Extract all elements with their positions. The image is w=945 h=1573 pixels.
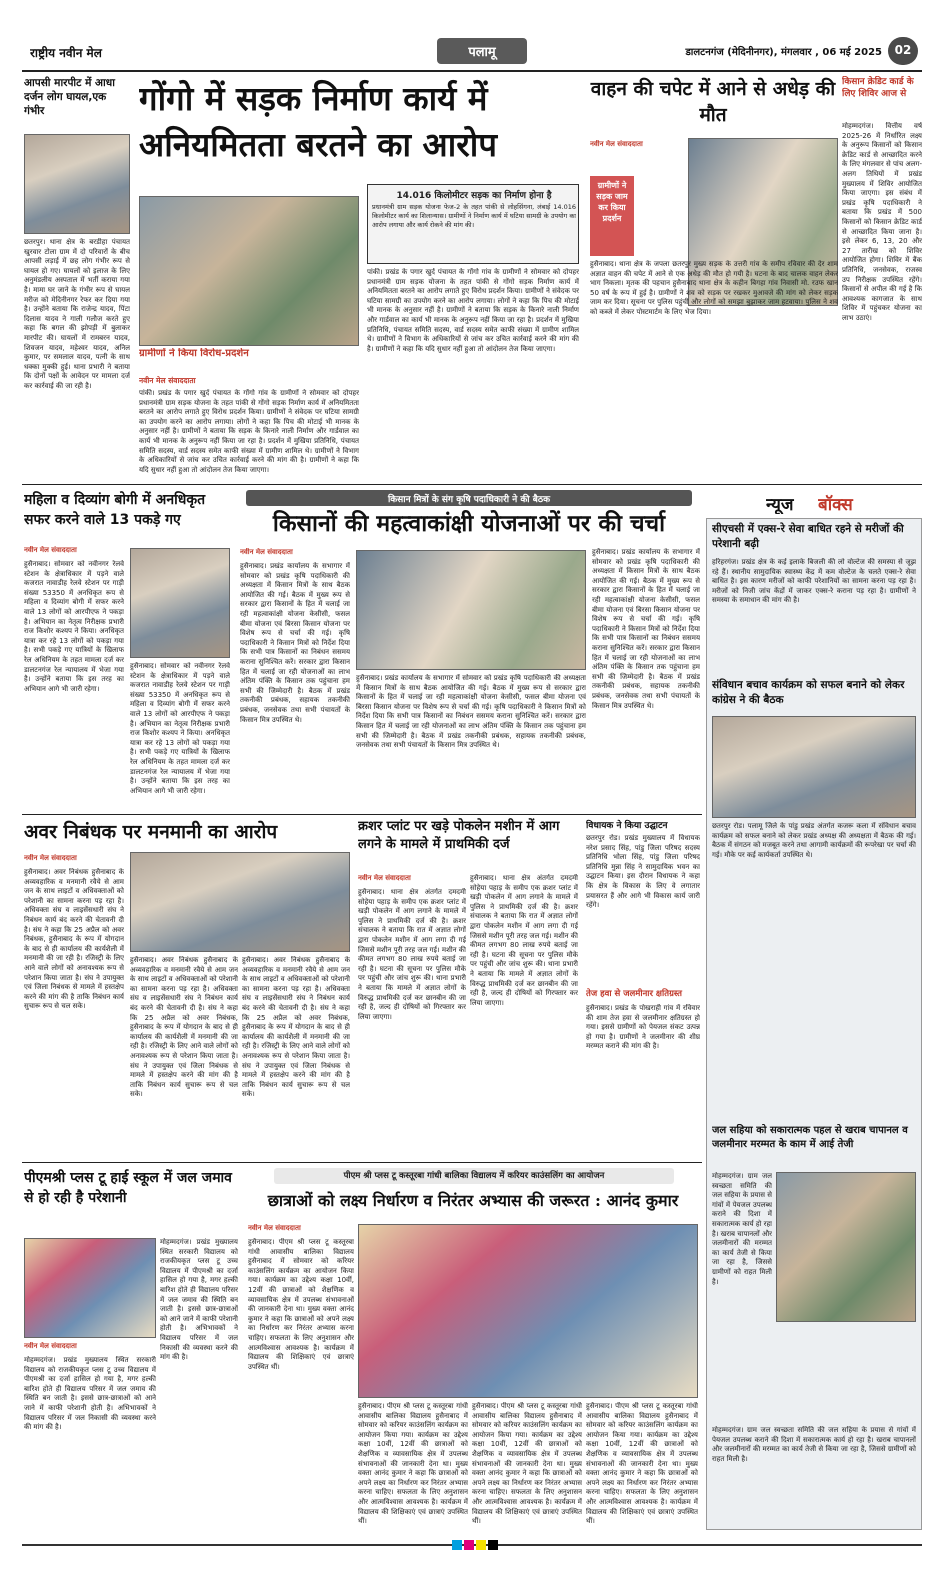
registration-swatch-yellow — [476, 1540, 486, 1550]
accident-story — [588, 76, 838, 480]
kisan-headline: किसान क्रेडिट कार्ड के लिए शिविर आज से — [842, 77, 914, 99]
school-story — [22, 1168, 240, 1530]
school-byline: नवीन मेल संवाददाता — [24, 1342, 77, 1350]
career-kicker-banner — [274, 1168, 674, 1184]
registrar-body-3: हुसैनाबाद। अवर निबंधक हुसैनाबाद के अव्यवहारिक व मनमानी रवैये से आम जन के साथ लाइटों व अधिवक्ताओं को परेशानी का सामना करना पड़ रहा है। अधिवक्ता संघ व लाइसेंसधारी संघ ने निबंधन कार्य बंद करने की चेतावनी दी है। संघ ने कहा कि 25 अप्रैल को अवर निबंधक, हुसैनाबाद के रूप में योगदान के बाद से ही कार्यालय की कार्यशैली में मनमानी की जा रही है। रजिस्ट्री के लिए आने वाले लोगों को अनावश्यक रूप से परेशान किया जाता है। संघ ने उपायुक्त एवं जिला निबंधक से मामले में हस्तक्षेप करने की मांग की है ताकि निबंधन कार्य सुचारू रूप से चल सके। — [242, 956, 350, 1099]
mla-story — [584, 818, 702, 1158]
col1-body: छतरपुर। थाना क्षेत्र के बरडीहा पंचायत खुरवार टोला ग्राम में दो परिवारों के बीच आपसी लड़ाई में छह लोग गंभीर रूप से घायल हो गए। घायलों को इलाज के लिए अनुमंडलीय अस्पताल में भर्ती कराया गया है। मामा घर जाने के गंभीर रूप से घायल मरीज को मेदिनीनगर रेफर कर दिया गया है। उन्होंने बताया कि राजेन्द्र यादव, पिंटा दिलास यादव ने गाली गलौज करते हुए कहा कि बगल की झोपड़ी में बुलाकर मारपीट की। घायलों में रामबरन यादव, शिवजन यादव, महेश्वर यादव, अनिल कुमार, पर समलाल यादव, पत्नी के साथ धक्का मुक्की हुई। थाना प्रभारी ने बताया कि दोनों पक्षों के आवेदन पर मामला दर्ज कर कार्रवाई की जा रही है। — [24, 238, 130, 390]
masthead — [22, 34, 922, 68]
agri-photo — [356, 550, 586, 670]
career-body: हुसैनाबाद। पीएम श्री प्लस टू कस्तूरबा गांधी आवासीय बालिका विद्यालय हुसैनाबाद में सोमवार को करियर काउंसलिंग कार्यक्रम का आयोजन किया गया। कार्यक्रम का उद्देश्य कक्षा 10वीं, 12वीं की छात्राओं को शैक्षणिक व व्यावसायिक क्षेत्र में उपलब्ध संभावनाओं की जानकारी देना था। मुख्य वक्ता आनंद कुमार ने कहा कि छात्राओं को अपने लक्ष्य का निर्धारण कर निरंतर अभ्यास करना चाहिए। सफलता के लिए अनुशासन और आत्मविश्वास आवश्यक है। कार्यक्रम में विद्यालय की शिक्षिकाएं एवं छात्राएं उपस्थित थीं। — [248, 1238, 354, 1371]
registrar-body-2: हुसैनाबाद। अवर निबंधक हुसैनाबाद के अव्यवहारिक व मनमानी रवैये से आम जन के साथ लाइटों व अधिवक्ताओं को परेशानी का सामना करना पड़ रहा है। अधिवक्ता संघ व लाइसेंसधारी संघ ने निबंधन कार्य बंद करने की चेतावनी दी है। संघ ने कहा कि 25 अप्रैल को अवर निबंधक, हुसैनाबाद के रूप में योगदान के बाद से ही कार्यालय की कार्यशैली में मनमानी की जा रही है। रजिस्ट्री के लिए आने वाले लोगों को अनावश्यक रूप से परेशान किया जाता है। संघ ने उपायुक्त एवं जिला निबंधक से मामले में हस्तक्षेप करने की मांग की है ताकि निबंधन कार्य सुचारू रूप से चल सके। — [130, 956, 238, 1099]
agri-kicker: किसान मित्रों के संग कृषि पदाधिकारी ने की बैठक — [387, 495, 551, 505]
news-story2-body: छतरपुर रोड। पलामू जिले के पांडु प्रखंड अंतर्गत कजरू कला में संविधान बचाव कार्यक्रम को सफल बनाने को लेकर प्रखंड अध्यक्ष की अध्यक्षता में बैठक की गई। बैठक में संगठन को मजबूत करने तथा आगामी कार्यक्रमों की रूपरेखा पर चर्चा की गई। मौके पर कई कार्यकर्ता उपस्थित थे। — [712, 822, 916, 859]
masthead-divider — [22, 70, 922, 72]
career-byline: नवीन मेल संवाददाता — [248, 1224, 301, 1232]
crusher-body: हुसैनाबाद। थाना क्षेत्र अंतर्गत दमदमी सोहेया पहाड़ के समीप एक क्रशर प्लांट में खड़ी पोकलेन में आग लगाने के मामले में पुलिस ने प्राथमिकी दर्ज की है। क्रशर संचालक ने बताया कि रात में अज्ञात लोगों द्वारा पोकलेन मशीन में आग लगा दी गई जिससे मशीन पूरी तरह जल गई। मशीन की कीमत लगभग 80 लाख रुपये बताई जा रही है। घटना की सूचना पर पुलिस मौके पर पहुंची और जांच शुरू की। थाना प्रभारी ने बताया कि मामले में अज्ञात लोगों के विरुद्ध प्राथमिकी दर्ज कर छानबीन की जा रही है, जल्द ही दोषियों को गिरफ्तार कर लिया जाएगा। — [358, 888, 466, 1021]
news-story3-body-2: मोहम्मदगंज। ग्राम जल स्वच्छता समिति की जल सहिया के प्रयास से गांवों में पेयजल उपलब्ध कराने की दिशा में सकारात्मक कार्य हो रहा है। खराब चापानलों और जलमीनारों की मरम्मत का कार्य तेजी से किया जा रहा है, जिससे ग्रामीणों को राहत मिली है। — [712, 1426, 916, 1463]
accident-highlight-text: ग्रामीणों ने सड़क जाम कर किया प्रदर्शन — [596, 181, 628, 223]
registration-swatch-cyan — [452, 1540, 462, 1550]
agri-byline: नवीन मेल संवाददाता — [240, 548, 293, 556]
dateline: डालटनगंज (मेदिनीनगर), मंगलवार , 06 मई 2025 — [685, 47, 882, 58]
col1-story — [22, 76, 132, 476]
rail-headline: महिला व दिव्यांग बोगी में अनधिकृत सफर करने वाले 13 पकड़े गए — [24, 492, 206, 528]
paper-name: राष्ट्रीय नवीन मेल — [30, 46, 102, 60]
career-body-4: हुसैनाबाद। पीएम श्री प्लस टू कस्तूरबा गांधी आवासीय बालिका विद्यालय हुसैनाबाद में सोमवार को करियर काउंसलिंग कार्यक्रम का आयोजन किया गया। कार्यक्रम का उद्देश्य कक्षा 10वीं, 12वीं की छात्राओं को शैक्षणिक व व्यावसायिक क्षेत्र में उपलब्ध संभावनाओं की जानकारी देना था। मुख्य वक्ता आनंद कुमार ने कहा कि छात्राओं को अपने लक्ष्य का निर्धारण कर निरंतर अभ्यास करना चाहिए। सफलता के लिए अनुशासन और आत्मविश्वास आवश्यक है। कार्यक्रम में विद्यालय की शिक्षिकाएं एवं छात्राएं उपस्थित थीं। — [586, 1402, 698, 1526]
school-photo — [24, 1238, 156, 1338]
page-number-badge-icon — [888, 37, 918, 65]
school-body-2: मोहम्मदगंज। प्रखंड मुख्यालय स्थित सरकारी विद्यालय को राजकीयकृत प्लस टू उच्च विद्यालय में पीएमश्री का दर्जा हासिल हो गया है, मगर हल्की बारिश होते ही विद्यालय परिसर में जल जमाव की स्थिति बन जाती है। इससे छात्र-छात्राओं को आने जाने में काफी परेशानी होती है। अभिभावकों ने विद्यालय परिसर में जल निकासी की व्यवस्था करने की मांग की है। — [160, 1238, 238, 1362]
news-box-label-news: न्यूज — [766, 495, 794, 514]
lead-story — [135, 76, 583, 480]
registrar-headline: अवर निबंधक पर मनमानी का आरोप — [24, 821, 278, 843]
news-box — [706, 490, 922, 1530]
agri-headline: किसानों की महत्वाकांक्षी योजनाओं पर की चर्चा — [272, 510, 666, 537]
kisan-story — [842, 76, 922, 480]
rail-photo — [130, 548, 230, 658]
lead-body: पांकी। प्रखंड के पगार खुर्द पंचायत के गोंगो गांव के ग्रामीणों ने सोमवार को दोपहर प्रधानमंत्री ग्राम सड़क योजना के तहत पांकी से गोंगो सड़क निर्माण कार्य में अनियमितता बरतने का आरोप लगाते हुए विरोध प्रदर्शन किया। ग्रामीणों ने संवेदक पर घटिया सामग्री का उपयोग करने का आरोप लगाया। लोगों ने कहा कि पिच की मोटाई भी मानक के अनुसार नहीं है। ग्रामीणों ने बताया कि सड़क के किनारे नाली निर्माण और गार्डवाल का कार्य भी मानक के अनुरूप नहीं किया जा रहा है। प्रदर्शन में मुखिया प्रतिनिधि, पंचायत समिति सदस्य, वार्ड सदस्य समेत काफी संख्या में ग्रामीण शामिल थे। ग्रामीणों ने विभाग के अधिकारियों से जांच कर उचित कार्रवाई करने की मांग की है। ग्रामीणों ने कहा कि यदि सुधार नहीं हुआ तो आंदोलन तेज किया जाएगा। — [139, 389, 359, 474]
rail-body: हुसैनाबाद। सोमवार को नवीनगर रेलवे स्टेशन के क्षेत्राधिकार में पड़ने वाले कजरात नावाडीह रेलवे स्टेशन पर गाड़ी संख्या 53350 में अनधिकृत रूप से महिला व दिव्यांग बोगी में सफर करने वाले 13 लोगों को आरपीएफ ने पकड़ा है। अभियान का नेतृत्व निरीक्षक प्रभारी राज किशोर कश्यप ने किया। अनधिकृत यात्रा कर रहे 13 लोगों को पकड़ा गया है। सभी पकड़े गए यात्रियों के खिलाफ रेल अधिनियम के तहत मामला दर्ज कर डालटनगंज रेल न्यायालय में भेजा गया है। उन्होंने बताया कि इस तरह का अभियान आगे भी जारी रहेगा। — [24, 560, 124, 693]
section-title: पलामू — [468, 45, 496, 60]
career-photo — [358, 1224, 698, 1398]
news-story1-headline: सीएचसी में एक्स-रे सेवा बाधित रहने से मरीजों की परेशानी बढ़ी — [712, 523, 904, 550]
mla-body: छतरपुर रोड। प्रखंड मुख्यालय में विधायक नरेश प्रसाद सिंह, पांडु जिला परिषद सदस्य प्रतिनिधि भोला सिंह, पांडु जिला परिषद प्रतिनिधि मुन्ना सिंह ने सामुदायिक भवन का उद्घाटन किया। इस दौरान विधायक ने कहा कि क्षेत्र के विकास के लिए वे लगातार प्रयासरत हैं और आगे भी विकास कार्य जारी रहेंगे। — [586, 834, 700, 910]
news-story2-headline: संविधान बचाव कार्यक्रम को सफल बनाने को लेकर कांग्रेस ने की बैठक — [712, 679, 905, 706]
rail-byline: नवीन मेल संवाददाता — [24, 546, 77, 554]
news-story1-body: हरिहरगंज। प्रखंड क्षेत्र के कई इलाके बिजली की लो वोल्टेज की समस्या से जूझ रहे हैं। स्थानीय सामुदायिक स्वास्थ्य केंद्र में कम वोल्टेज के चलते एक्स-रे सेवा बाधित है। इस कारण मरीजों को काफी परेशानियों का सामना करना पड़ रहा है। मरीजों को निजी जांच केंद्रों में जाकर एक्स-रे कराना पड़ रहा है। ग्रामीणों ने समस्या के समाधान की मांग की है। — [712, 558, 916, 605]
divider-row4 — [22, 1162, 702, 1163]
lead-boxed-text: प्रधानमंत्री ग्राम सड़क योजना फेज-2 के तहत पांकी से लोहसिंगना, लंबाई 14.016 किलोमीटर कार्य का शिलान्यास। ग्रामीणों ने निर्माण कार्य में घटिया सामग्री के उपयोग का आरोप लगाया और कार्य रोकने की मांग की। — [372, 203, 576, 229]
registrar-photo — [130, 852, 350, 952]
col1-headline: आपसी मारपीट में आधा दर्जन लोग घायल,एक गंभीर — [24, 77, 115, 117]
news-box-label-box: बॉक्स — [818, 495, 853, 514]
agri-body: हुसैनाबाद। प्रखंड कार्यालय के सभागार में सोमवार को प्रखंड कृषि पदाधिकारी की अध्यक्षता में किसान मित्रों के साथ बैठक आयोजित की गई। बैठक में मुख्य रूप से सरकार द्वारा किसानों के हित में चलाई जा रही महत्वाकांक्षी योजना केसीसी, फसल बीमा योजना एवं बिरसा किसान योजना पर विशेष रूप से चर्चा की गई। कृषि पदाधिकारी ने किसान मित्रों को निर्देश दिया कि सभी पात्र किसानों का निबंधन ससमय कराना सुनिश्चित करें। सरकार द्वारा किसान हित में चलाई जा रही योजनाओं का लाभ अंतिम पंक्ति के किसान तक पहुंचाना हम सभी की जिम्मेदारी है। बैठक में प्रखंड तकनीकी प्रबंधक, सहायक तकनीकी प्रबंधक, जनसेवक तथा सभी पंचायतों के किसान मित्र उपस्थित थे। — [240, 562, 350, 724]
news-story3-body: मोहम्मदगंज। ग्राम जल स्वच्छता समिति की जल सहिया के प्रयास से गांवों में पेयजल उपलब्ध कराने की दिशा में सकारात्मक कार्य हो रहा है। खराब चापानलों और जलमीनारों की मरम्मत का कार्य तेजी से किया जा रहा है, जिससे ग्रामीणों को राहत मिली है। — [712, 1172, 772, 1286]
registrar-byline: नवीन मेल संवाददाता — [24, 854, 77, 862]
career-headline: छात्राओं को लक्ष्य निर्धारण व निरंतर अभ्यास की जरूरत : आनंद कुमार — [267, 1191, 679, 1210]
career-body-2: हुसैनाबाद। पीएम श्री प्लस टू कस्तूरबा गांधी आवासीय बालिका विद्यालय हुसैनाबाद में सोमवार को करियर काउंसलिंग कार्यक्रम का आयोजन किया गया। कार्यक्रम का उद्देश्य कक्षा 10वीं, 12वीं की छात्राओं को शैक्षणिक व व्यावसायिक क्षेत्र में उपलब्ध संभावनाओं की जानकारी देना था। मुख्य वक्ता आनंद कुमार ने कहा कि छात्राओं को अपने लक्ष्य का निर्धारण कर निरंतर अभ्यास करना चाहिए। सफलता के लिए अनुशासन और आत्मविश्वास आवश्यक है। कार्यक्रम में विद्यालय की शिक्षिकाएं एवं छात्राएं उपस्थित थीं। — [358, 1402, 468, 1526]
registrar-story — [22, 818, 352, 1158]
registration-swatch-magenta — [464, 1540, 474, 1550]
lead-caption: ग्रामीणों ने किया विरोध-प्रदर्शन — [139, 348, 249, 359]
crusher-body-2: हुसैनाबाद। थाना क्षेत्र अंतर्गत दमदमी सोहेया पहाड़ के समीप एक क्रशर प्लांट में खड़ी पोकलेन में आग लगाने के मामले में पुलिस ने प्राथमिकी दर्ज की है। क्रशर संचालक ने बताया कि रात में अज्ञात लोगों द्वारा पोकलेन मशीन में आग लगा दी गई जिससे मशीन पूरी तरह जल गई। मशीन की कीमत लगभग 80 लाख रुपये बताई जा रही है। घटना की सूचना पर पुलिस मौके पर पहुंची और जांच शुरू की। थाना प्रभारी ने बताया कि मामले में अज्ञात लोगों के विरुद्ध प्राथमिकी दर्ज कर छानबीन की जा रही है, जल्द ही दोषियों को गिरफ्तार कर लिया जाएगा। — [470, 874, 578, 1007]
registration-swatch-black — [488, 1540, 498, 1550]
color-registration-bar-icon — [22, 1538, 922, 1552]
school-headline: पीएमश्री प्लस टू हाई स्कूल में जल जमाव से हो रही है परेशानी — [24, 1170, 232, 1206]
crusher-story — [356, 818, 580, 1158]
accident-body: हुसैनाबाद। थाना क्षेत्र के जपला छतरपुर मुख्य सड़क के उत्तरी गांव के समीप रविवार की देर शाम अज्ञात वाहन की चपेट में आने से एक अधेड़ की मौत हो गयी है। घटना के बाद चालक वाहन लेकर भाग निकला। मृतक की पहचान हुसैनाबाद थाना क्षेत्र के कहीन बिगहा गांव निवासी मो. रउफ खान 50 वर्ष के रूप में हुई है। ग्रामीणों ने शव को सड़क पर रखकर मुआवजे की मांग को लेकर सड़क जाम कर दिया। सूचना पर पुलिस पहुंची और लोगों को समझा बुझाकर जाम हटवाया। पुलिस ने शव को कब्जे में लेकर पोस्टमार्टम के लिए भेज दिया। — [590, 260, 838, 316]
agri-body-2: हुसैनाबाद। प्रखंड कार्यालय के सभागार में सोमवार को प्रखंड कृषि पदाधिकारी की अध्यक्षता में किसान मित्रों के साथ बैठक आयोजित की गई। बैठक में मुख्य रूप से सरकार द्वारा किसानों के हित में चलाई जा रही महत्वाकांक्षी योजना केसीसी, फसल बीमा योजना एवं बिरसा किसान योजना पर विशेष रूप से चर्चा की गई। कृषि पदाधिकारी ने किसान मित्रों को निर्देश दिया कि सभी पात्र किसानों का निबंधन ससमय कराना सुनिश्चित करें। सरकार द्वारा किसान हित में चलाई जा रही योजनाओं का लाभ अंतिम पंक्ति के किसान तक पहुंचाना हम सभी की जिम्मेदारी है। बैठक में प्रखंड तकनीकी प्रबंधक, सहायक तकनीकी प्रबंधक, जनसेवक तथा सभी पंचायतों के किसान मित्र उपस्थित थे। — [356, 674, 586, 750]
accident-byline: नवीन मेल संवाददाता — [590, 140, 643, 148]
divider-row2 — [22, 484, 922, 485]
kisan-body: मोहम्मदगंज। वित्तीय वर्ष 2025-26 में निर्धारित लक्ष्य के अनुरूप किसानों को किसान क्रेडिट कार्ड से आच्छादित करने के लिए मंगलवार से पांच अलग-अलग तिथियों में प्रखंड मुख्यालय में शिविर आयोजित किया जाएगा। इस संबंध में प्रखंड कृषि पदाधिकारी ने बताया कि प्रखंड में 500 किसानों को किसान क्रेडिट कार्ड से आच्छादित किया जाना है। इसे लेकर 6, 13, 20 और 27 तारीख को शिविर आयोजित होगा। शिविर में बैंक प्रतिनिधि, जनसेवक, राजस्व उप निरीक्षक उपस्थित रहेंगे। किसानों से अपील की गई है कि आवश्यक कागजात के साथ शिविर में पहुंचकर योजना का लाभ उठाएं। — [842, 122, 922, 322]
news-box-label — [706, 490, 922, 516]
mla-headline: विधायक ने किया उद्घाटन — [586, 821, 668, 831]
news-story2-photo — [712, 716, 916, 818]
lead-byline: नवीन मेल संवाददाता — [139, 376, 196, 385]
col1-photo — [24, 134, 130, 234]
career-kicker: पीएम श्री प्लस टू कस्तूरबा गांधी बालिका विद्यालय में करियर काउंसलिंग का आयोजन — [343, 1171, 605, 1181]
rail-body-2: हुसैनाबाद। सोमवार को नवीनगर रेलवे स्टेशन के क्षेत्राधिकार में पड़ने वाले कजरात नावाडीह रेलवे स्टेशन पर गाड़ी संख्या 53350 में अनधिकृत रूप से महिला व दिव्यांग बोगी में सफर करने वाले 13 लोगों को आरपीएफ ने पकड़ा है। अभियान का नेतृत्व निरीक्षक प्रभारी राज किशोर कश्यप ने किया। अनधिकृत यात्रा कर रहे 13 लोगों को पकड़ा गया है। सभी पकड़े गए यात्रियों के खिलाफ रेल अधिनियम के तहत मामला दर्ज कर डालटनगंज रेल न्यायालय में भेजा गया है। उन्होंने बताया कि इस तरह का अभियान आगे भी जारी रहेगा। — [130, 662, 230, 795]
lead-headline: गोंगो में सड़क निर्माण कार्य में अनियमितता बरतने का आरोप — [139, 79, 497, 164]
registrar-body: हुसैनाबाद। अवर निबंधक हुसैनाबाद के अव्यवहारिक व मनमानी रवैये से आम जन के साथ लाइटों व अधिवक्ताओं को परेशानी का सामना करना पड़ रहा है। अधिवक्ता संघ व लाइसेंसधारी संघ ने निबंधन कार्य बंद करने की चेतावनी दी है। संघ ने कहा कि 25 अप्रैल को अवर निबंधक, हुसैनाबाद के रूप में योगदान के बाद से ही कार्यालय की कार्यशैली में मनमानी की जा रही है। रजिस्ट्री के लिए आने वाले लोगों को अनावश्यक रूप से परेशान किया जाता है। संघ ने उपायुक्त एवं जिला निबंधक से मामले में हस्तक्षेप करने की मांग की है ताकि निबंधन कार्य सुचारू रूप से चल सके। — [24, 868, 124, 1011]
career-story — [244, 1168, 702, 1530]
divider-row3 — [22, 814, 702, 815]
crusher-byline: नवीन मेल संवाददाता — [358, 874, 411, 882]
accident-headline: वाहन की चपेट में आने से अधेड़ की मौत — [590, 78, 836, 126]
mla-sub-headline: तेज हवा से जलमीनार क्षतिग्रस्त — [586, 989, 683, 999]
section-banner — [437, 38, 527, 64]
school-body: मोहम्मदगंज। प्रखंड मुख्यालय स्थित सरकारी विद्यालय को राजकीयकृत प्लस टू उच्च विद्यालय में पीएमश्री का दर्जा हासिल हो गया है, मगर हल्की बारिश होते ही विद्यालय परिसर में जल जमाव की स्थिति बन जाती है। इससे छात्र-छात्राओं को आने जाने में काफी परेशानी होती है। अभिभावकों ने विद्यालय परिसर में जल निकासी की व्यवस्था करने की मांग की है। — [24, 1356, 156, 1432]
lead-boxed — [367, 184, 579, 264]
crusher-headline: क्रशर प्लांट पर खड़े पोकलेन मशीन में आग लगने के मामले में प्राथमिकी दर्ज — [358, 819, 560, 852]
news-story3-headline: जल सहिया को सकारात्मक पहल से खराब चापानल व जलमीनार मरम्मत के काम में आई तेजी — [712, 1125, 908, 1150]
lead-photo — [139, 196, 359, 346]
accident-highlight — [590, 176, 634, 256]
lead-boxed-title: 14.016 किलोमीटर सड़क का निर्माण होना है — [396, 191, 552, 201]
agri-story — [236, 490, 702, 810]
agri-kicker-banner — [246, 490, 692, 506]
rail-story — [22, 490, 232, 810]
page-number: 02 — [894, 43, 912, 57]
mla-sub-body: हुसैनाबाद। प्रखंड के पोखराही गांव में रविवार की शाम तेज हवा से जलमीनार क्षतिग्रस्त हो गया। इससे ग्रामीणों को पेयजल संकट उत्पन्न हो गया है। ग्रामीणों ने जलमीनार की शीघ्र मरम्मत कराने की मांग की है। — [586, 1004, 700, 1051]
agri-body-3: हुसैनाबाद। प्रखंड कार्यालय के सभागार में सोमवार को प्रखंड कृषि पदाधिकारी की अध्यक्षता में किसान मित्रों के साथ बैठक आयोजित की गई। बैठक में मुख्य रूप से सरकार द्वारा किसानों के हित में चलाई जा रही महत्वाकांक्षी योजना केसीसी, फसल बीमा योजना एवं बिरसा किसान योजना पर विशेष रूप से चर्चा की गई। कृषि पदाधिकारी ने किसान मित्रों को निर्देश दिया कि सभी पात्र किसानों का निबंधन ससमय कराना सुनिश्चित करें। सरकार द्वारा किसान हित में चलाई जा रही योजनाओं का लाभ अंतिम पंक्ति के किसान तक पहुंचाना हम सभी की जिम्मेदारी है। बैठक में प्रखंड तकनीकी प्रबंधक, सहायक तकनीकी प्रबंधक, जनसेवक तथा सभी पंचायतों के किसान मित्र उपस्थित थे। — [592, 548, 700, 710]
lead-right-body: पांकी। प्रखंड के पगार खुर्द पंचायत के गोंगो गांव के ग्रामीणों ने सोमवार को दोपहर प्रधानमंत्री ग्राम सड़क योजना के तहत पांकी से गोंगो सड़क निर्माण कार्य में अनियमितता बरतने का आरोप लगाते हुए विरोध प्रदर्शन किया। ग्रामीणों ने संवेदक पर घटिया सामग्री का उपयोग करने का आरोप लगाया। लोगों ने कहा कि पिच की मोटाई भी मानक के अनुसार नहीं है। ग्रामीणों ने बताया कि सड़क के किनारे नाली निर्माण और गार्डवाल का कार्य भी मानक के अनुरूप नहीं किया जा रहा है। प्रदर्शन में मुखिया प्रतिनिधि, पंचायत समिति सदस्य, वार्ड सदस्य समेत काफी संख्या में ग्रामीण शामिल थे। ग्रामीणों ने विभाग के अधिकारियों से जांच कर उचित कार्रवाई करने की मांग की है। ग्रामीणों ने कहा कि यदि सुधार नहीं हुआ तो आंदोलन तेज किया जाएगा। — [367, 268, 579, 353]
news-story3-photo — [776, 1172, 916, 1322]
career-body-3: हुसैनाबाद। पीएम श्री प्लस टू कस्तूरबा गांधी आवासीय बालिका विद्यालय हुसैनाबाद में सोमवार को करियर काउंसलिंग कार्यक्रम का आयोजन किया गया। कार्यक्रम का उद्देश्य कक्षा 10वीं, 12वीं की छात्राओं को शैक्षणिक व व्यावसायिक क्षेत्र में उपलब्ध संभावनाओं की जानकारी देना था। मुख्य वक्ता आनंद कुमार ने कहा कि छात्राओं को अपने लक्ष्य का निर्धारण कर निरंतर अभ्यास करना चाहिए। सफलता के लिए अनुशासन और आत्मविश्वास आवश्यक है। कार्यक्रम में विद्यालय की शिक्षिकाएं एवं छात्राएं उपस्थित थीं। — [472, 1402, 582, 1526]
